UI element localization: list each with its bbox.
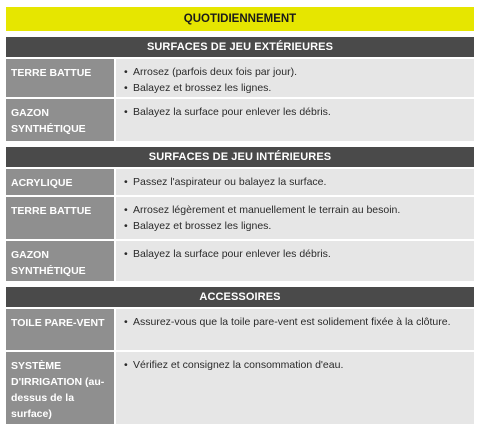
list-item: • Arrosez légèrement et manuellement le terrain au besoin. <box>124 204 401 216</box>
row-instructions <box>116 169 474 195</box>
frequency-banner: QUOTIDIENNEMENT <box>6 7 474 31</box>
row-label: GAZON SYNTHÉTIQUE <box>6 241 114 281</box>
table-row <box>6 99 474 141</box>
list-item: • Passez l'aspirateur ou balayez la surface. <box>124 176 327 188</box>
row-label: ACRYLIQUE <box>6 169 114 195</box>
section-header-accessories: ACCESSOIRES <box>6 287 474 307</box>
row-instructions <box>116 59 474 97</box>
list-item: • Arrosez (parfois deux fois par jour). <box>124 66 297 78</box>
list-item: • Vérifiez et consignez la consommation d'eau. <box>124 359 344 371</box>
row-label: SYSTÈME D'IRRIGATION (au-dessus de la surface) <box>6 352 114 424</box>
table-row <box>6 197 474 239</box>
row-label: TERRE BATTUE <box>6 197 114 239</box>
row-instructions <box>116 309 474 350</box>
list-item: • Assurez-vous que la toile pare-vent est solidement fixée à la clôture. <box>124 316 451 328</box>
row-instructions <box>116 99 474 141</box>
table-row <box>6 59 474 97</box>
table-row <box>6 309 474 350</box>
row-label: GAZON SYNTHÉTIQUE <box>6 99 114 141</box>
row-instructions <box>116 197 474 239</box>
section-header-outdoor: SURFACES DE JEU EXTÉRIEURES <box>6 37 474 57</box>
list-item: • Balayez la surface pour enlever les débris. <box>124 106 331 118</box>
list-item: • Balayez la surface pour enlever les débris. <box>124 248 331 260</box>
row-label: TOILE PARE-VENT <box>6 309 114 350</box>
table-row <box>6 241 474 281</box>
list-item: • Balayez et brossez les lignes. <box>124 81 272 94</box>
row-instructions <box>116 241 474 281</box>
list-item: • Balayez et brossez les lignes. <box>124 219 272 232</box>
section-header-indoor: SURFACES DE JEU INTÉRIEURES <box>6 147 474 167</box>
table-row <box>6 169 474 195</box>
table-row <box>6 352 474 424</box>
row-instructions <box>116 352 474 424</box>
row-label: TERRE BATTUE <box>6 59 114 97</box>
